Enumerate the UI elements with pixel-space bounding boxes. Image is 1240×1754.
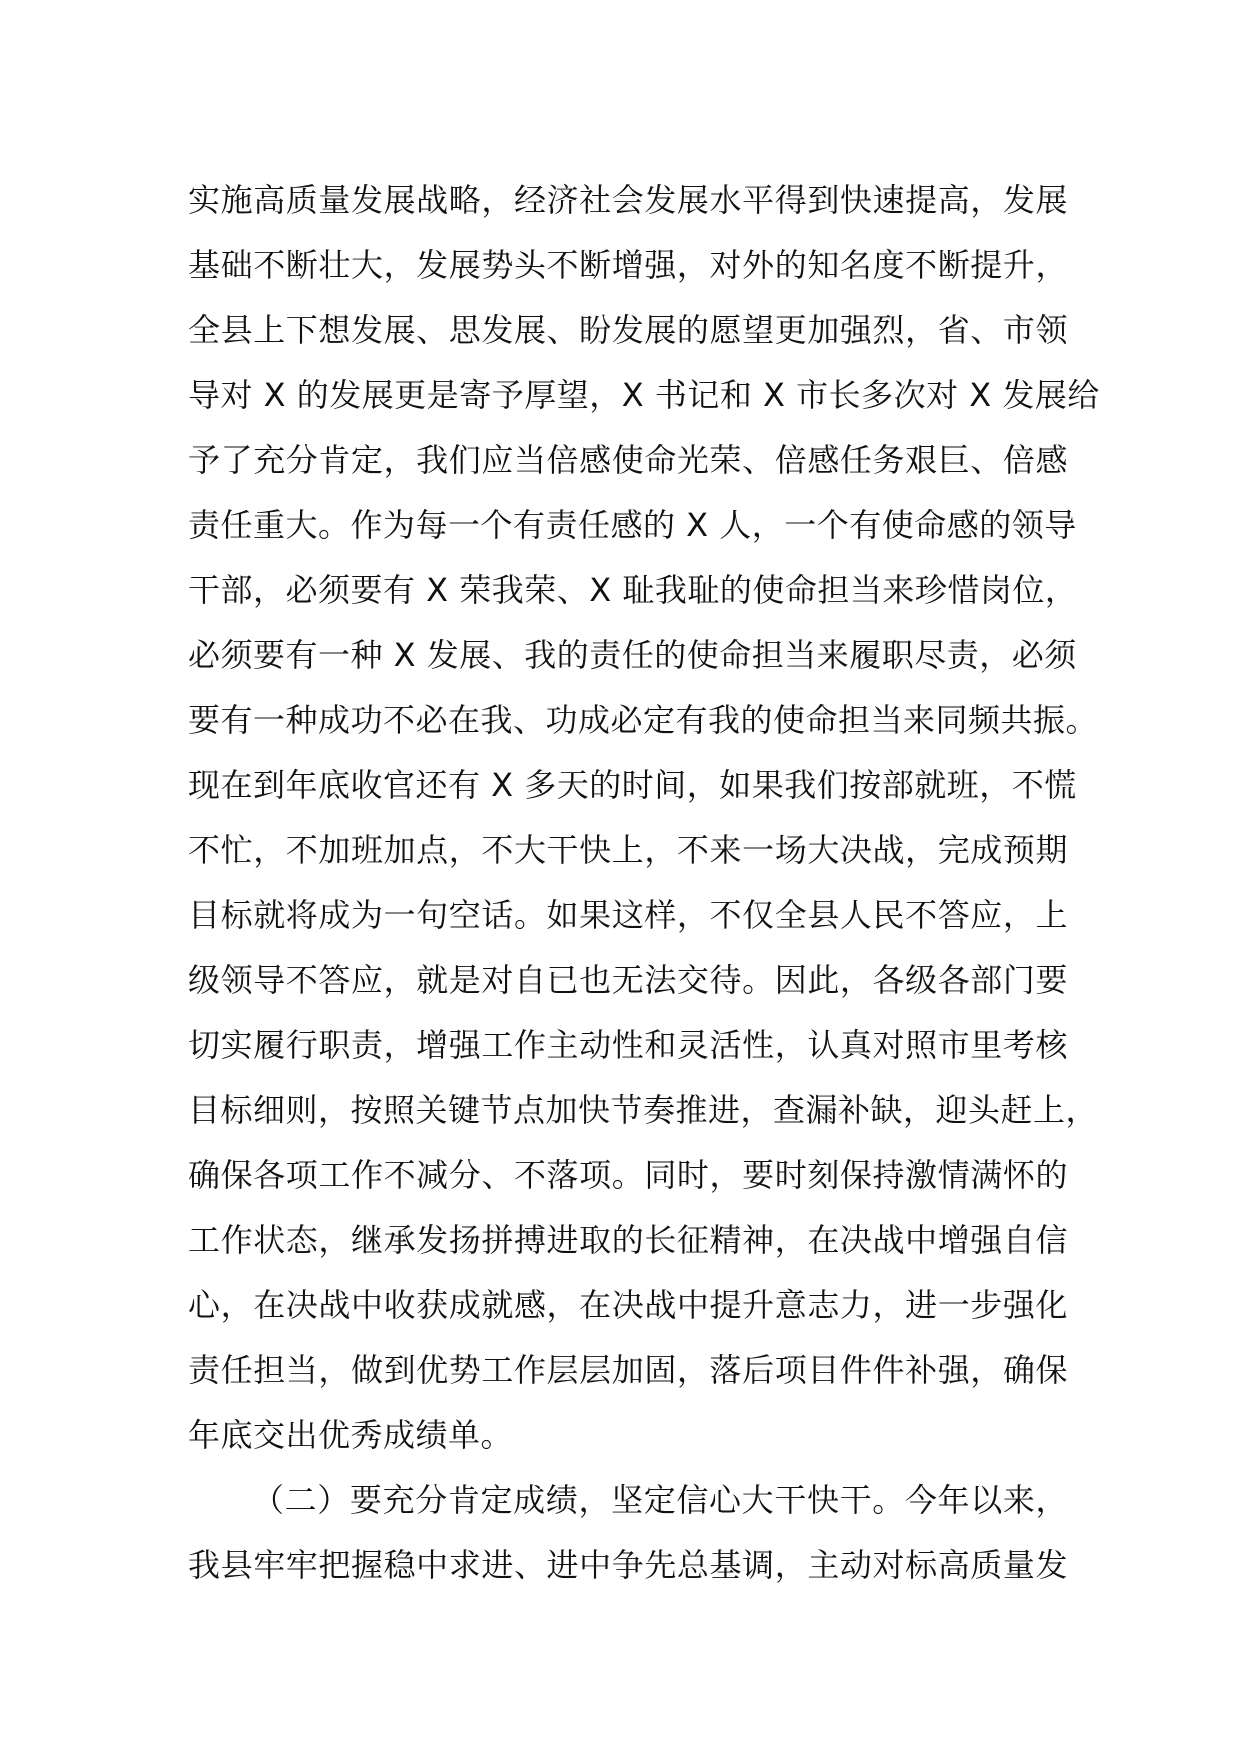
body-text — [188, 168, 1100, 1598]
text-line: 全县上下想发展、思发展、盼发展的愿望更加强烈，省、市领 — [188, 311, 1068, 349]
section-heading-line: （二）要充分肯定成绩，坚定信心大干快干。今年以来， — [252, 1481, 1068, 1519]
text-line: 切实履行职责，增强工作主动性和灵活性，认真对照市里考核 — [188, 1026, 1068, 1064]
text-line: 要有一种成功不必在我、功成必定有我的使命担当来同频共振。 — [188, 701, 1099, 739]
text-line: 级领导不答应，就是对自已也无法交待。因此，各级各部门要 — [188, 961, 1068, 999]
text-line: 导对 X 的发展更是寄予厚望，X 书记和 X 市长多次对 X 发展给 — [188, 376, 1100, 414]
text-line: 实施高质量发展战略，经济社会发展水平得到快速提高，发展 — [188, 181, 1068, 219]
text-line: 责任重大。作为每一个有责任感的 X 人，一个有使命感的领导 — [188, 506, 1077, 544]
text-line: 确保各项工作不减分、不落项。同时，要时刻保持激情满怀的 — [188, 1156, 1068, 1194]
text-line: 不忙，不加班加点，不大干快上，不来一场大决战，完成预期 — [188, 831, 1068, 869]
text-line: 目标细则，按照关键节点加快节奏推进，查漏补缺，迎头赶上， — [188, 1091, 1099, 1129]
text-line: 基础不断壮大，发展势头不断增强，对外的知名度不断提升， — [188, 246, 1068, 284]
text-line: 予了充分肯定，我们应当倍感使命光荣、倍感任务艰巨、倍感 — [188, 441, 1068, 479]
text-line: 责任担当，做到优势工作层层加固，落后项目件件补强，确保 — [188, 1351, 1068, 1389]
text-line: 干部，必须要有 X 荣我荣、X 耻我耻的使命担当来珍惜岗位， — [188, 571, 1078, 609]
text-line: 工作状态，继承发扬拼搏进取的长征精神，在决战中增强自信 — [188, 1221, 1068, 1259]
paragraph-end-line: 年底交出优秀成绩单。 — [188, 1416, 514, 1454]
text-line: 我县牢牢把握稳中求进、进中争先总基调，主动对标高质量发 — [188, 1546, 1068, 1584]
text-line: 心，在决战中收获成就感，在决战中提升意志力，进一步强化 — [188, 1286, 1068, 1324]
text-line: 必须要有一种 X 发展、我的责任的使命担当来履职尽责，必须 — [188, 636, 1077, 674]
text-line: 现在到年底收官还有 X 多天的时间，如果我们按部就班，不慌 — [188, 766, 1077, 804]
text-line: 目标就将成为一句空话。如果这样，不仅全县人民不答应，上 — [188, 896, 1068, 934]
